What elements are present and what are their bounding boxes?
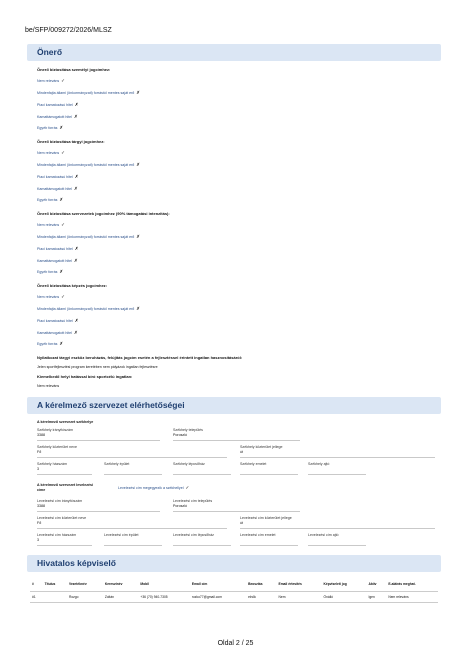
- table-cell: #1: [30, 592, 43, 603]
- field-underline: [240, 457, 435, 458]
- option-item: Piaci kamatozású hitel ✗: [37, 102, 79, 107]
- seat-house-field: Székhely házszám 3: [37, 462, 67, 471]
- cross-icon: ✗: [74, 174, 79, 179]
- cross-icon: ✗: [73, 114, 78, 119]
- option-item: Nem releváns ✓: [37, 78, 65, 83]
- field-underline: [173, 545, 231, 546]
- cross-icon: ✗: [73, 258, 78, 263]
- field-underline: [37, 457, 227, 458]
- representative-table: [30, 577, 438, 603]
- option-item: Kamattámogatott hitel ✗: [37, 114, 78, 119]
- option-item: Kamattámogatott hitel ✗: [37, 258, 78, 263]
- option-item: Piaci kamatozású hitel ✗: [37, 174, 79, 179]
- seat-street-field: Székhely közterület neve Fő: [37, 445, 77, 454]
- field-underline: [308, 545, 366, 546]
- seat-zip-field: Székhely irányítószám 3388: [37, 428, 73, 437]
- question-organisations: Önerő biztosítása szervezetek jogcímhez (90% támogatási intenzitás):: [37, 211, 170, 216]
- section-header-contact: [27, 397, 441, 414]
- field-underline: [37, 511, 160, 512]
- option-item: Egyéb forrás ✗: [37, 341, 64, 346]
- option-item: Egyéb forrás ✗: [37, 269, 64, 274]
- local-impact-question: Kiemelkedő helyi hatással bíró sportcélú ingatlan:: [37, 374, 133, 379]
- table-cell: rozko77@gmail.com: [190, 592, 246, 603]
- table-cell: Zoltán: [103, 592, 139, 603]
- cross-icon: ✗: [136, 162, 141, 167]
- page-number: Oldal 2 / 25: [217, 640, 254, 647]
- option-item: Kamattámogatott hitel ✗: [37, 330, 78, 335]
- check-icon: ✓: [61, 222, 65, 227]
- table-cell: Igen: [366, 592, 386, 603]
- col-header: Képviseleti jog: [323, 582, 347, 586]
- mail-floor-field: Levelezési cím emelet: [240, 533, 276, 537]
- mail-door-field: Levelezési cím ajtó: [308, 533, 339, 537]
- field-underline: [37, 474, 92, 475]
- mail-zip-field: Levelezési cím irányítószám 3388: [37, 499, 83, 508]
- same-address-checkbox: Levelezési cím megegyezik a székhellyel ✓: [118, 485, 190, 490]
- question-personal: Önerő biztosítása személyi jogcímhez:: [37, 67, 111, 72]
- check-icon: ✓: [185, 485, 190, 490]
- seat-title: A kérelmező szervezet székhelye: [37, 420, 94, 424]
- col-header: Beosztás: [248, 582, 263, 586]
- option-item: Mindenfajta állami (önkormányzati) forrástól mentes saját erő ✗: [37, 234, 141, 239]
- option-item: Egyéb forrás ✗: [37, 197, 64, 202]
- option-item: Mindenfajta állami (önkormányzati) forrástól mentes saját erő ✗: [37, 306, 141, 311]
- table-cell: Nem releváns: [386, 592, 438, 603]
- cross-icon: ✗: [73, 186, 78, 191]
- field-underline: [173, 511, 300, 512]
- field-underline: [37, 545, 92, 546]
- col-header: Keresztnév: [104, 582, 123, 586]
- cross-icon: ✗: [59, 197, 64, 202]
- col-header: #: [32, 582, 34, 586]
- mail-house-field: Levelezési cím házszám 3: [37, 533, 77, 542]
- field-underline: [240, 474, 298, 475]
- table-row: [30, 592, 438, 603]
- cross-icon: ✗: [59, 125, 64, 130]
- col-header: Mobil: [140, 582, 150, 586]
- field-underline: [37, 528, 227, 529]
- field-underline: [104, 545, 162, 546]
- cross-icon: ✗: [73, 330, 78, 335]
- table-cell: Rozgo: [67, 592, 103, 603]
- table-cell: +36 (70) 940-7305: [138, 592, 189, 603]
- seat-city-field: Székhely település Poroszló: [173, 428, 203, 437]
- option-item: Nem releváns ✓: [37, 222, 65, 227]
- question-training: Önerő biztosítása képzés jogcímhez:: [37, 283, 108, 288]
- seat-street-type-field: Székhely közterület jellege út: [240, 445, 283, 454]
- declaration-line: Jelen sportfejlesztési program keretében nem pályázok ingatlan fejlesztésre: [37, 365, 158, 369]
- check-icon: ✓: [61, 78, 65, 83]
- cross-icon: ✗: [59, 269, 64, 274]
- seat-floor-field: Székhely emelet: [240, 462, 267, 466]
- option-item: Egyéb forrás ✗: [37, 125, 64, 130]
- declaration-title: Nyilatkozat tárgyi eszköz beruházás, felújítás jogcím esetén a fejlesztéssel érintett ingatlan hasznosításáról:: [37, 355, 243, 360]
- cross-icon: ✗: [136, 90, 141, 95]
- field-underline: [240, 528, 435, 529]
- field-underline: [37, 440, 160, 441]
- option-item: Mindenfajta állami (önkormányzati) forrástól mentes saját erő ✗: [37, 90, 141, 95]
- local-impact-answer: Nem releváns: [37, 384, 60, 388]
- seat-building-field: Székhely épület: [104, 462, 130, 466]
- col-header: Email cím: [191, 582, 208, 586]
- mail-street-field: Levelezési cím közterület neve Fő: [37, 516, 87, 525]
- col-header: Email értesítés: [278, 582, 302, 586]
- mail-stair-field: Levelezési cím lépcsőház: [173, 533, 214, 537]
- option-item: Piaci kamatozású hitel ✗: [37, 246, 79, 251]
- cross-icon: ✗: [74, 246, 79, 251]
- check-icon: ✓: [61, 294, 65, 299]
- seat-door-field: Székhely ajtó: [308, 462, 330, 466]
- cross-icon: ✗: [136, 306, 141, 311]
- mail-title: A kérelmező szervezet levelezési címe: [37, 483, 94, 492]
- option-item: Kamattámogatott hitel ✗: [37, 186, 78, 191]
- section-title: A kérelmező szervezet elérhetőségei: [37, 400, 185, 410]
- section-title: Önerő: [37, 47, 63, 57]
- table-cell: Önálló: [321, 592, 366, 603]
- table-header-row: [30, 577, 438, 592]
- cross-icon: ✗: [59, 341, 64, 346]
- section-header-representative: [27, 555, 441, 572]
- field-underline: [104, 474, 162, 475]
- table-cell: elnök: [246, 592, 276, 603]
- col-header: Titulus: [44, 582, 56, 586]
- option-item: Nem releváns ✓: [37, 294, 65, 299]
- mail-building-field: Levelezési cím épület: [104, 533, 139, 537]
- option-item: Piaci kamatozású hitel ✗: [37, 318, 79, 323]
- mail-street-type-field: Levelezési cím közterület jellege út: [240, 516, 292, 525]
- col-header: Vezetéknév: [68, 582, 87, 586]
- seat-stair-field: Székhely lépcsőház: [173, 462, 205, 466]
- mail-city-field: Levelezési cím település Poroszló: [173, 499, 213, 508]
- table-cell: Nem: [277, 592, 322, 603]
- col-header: E-aláírás meghat.: [388, 582, 416, 586]
- field-underline: [240, 545, 298, 546]
- cross-icon: ✗: [74, 102, 79, 107]
- check-icon: ✓: [61, 150, 65, 155]
- option-item: Mindenfajta állami (önkormányzati) forrástól mentes saját erő ✗: [37, 162, 141, 167]
- question-tangible: Önerő biztosítása tárgyi jogcímhez:: [37, 139, 105, 144]
- cross-icon: ✗: [136, 234, 141, 239]
- cross-icon: ✗: [74, 318, 79, 323]
- section-header-oneru: [27, 44, 441, 61]
- col-header: Aktív: [368, 582, 377, 586]
- section-title: Hivatalos képviselő: [37, 558, 116, 568]
- document-id: be/SFP/009272/2026/MLSZ: [25, 27, 112, 34]
- table-cell: [43, 592, 67, 603]
- field-underline: [308, 474, 366, 475]
- field-underline: [173, 440, 300, 441]
- field-underline: [173, 474, 231, 475]
- option-item: Nem releváns ✓: [37, 150, 65, 155]
